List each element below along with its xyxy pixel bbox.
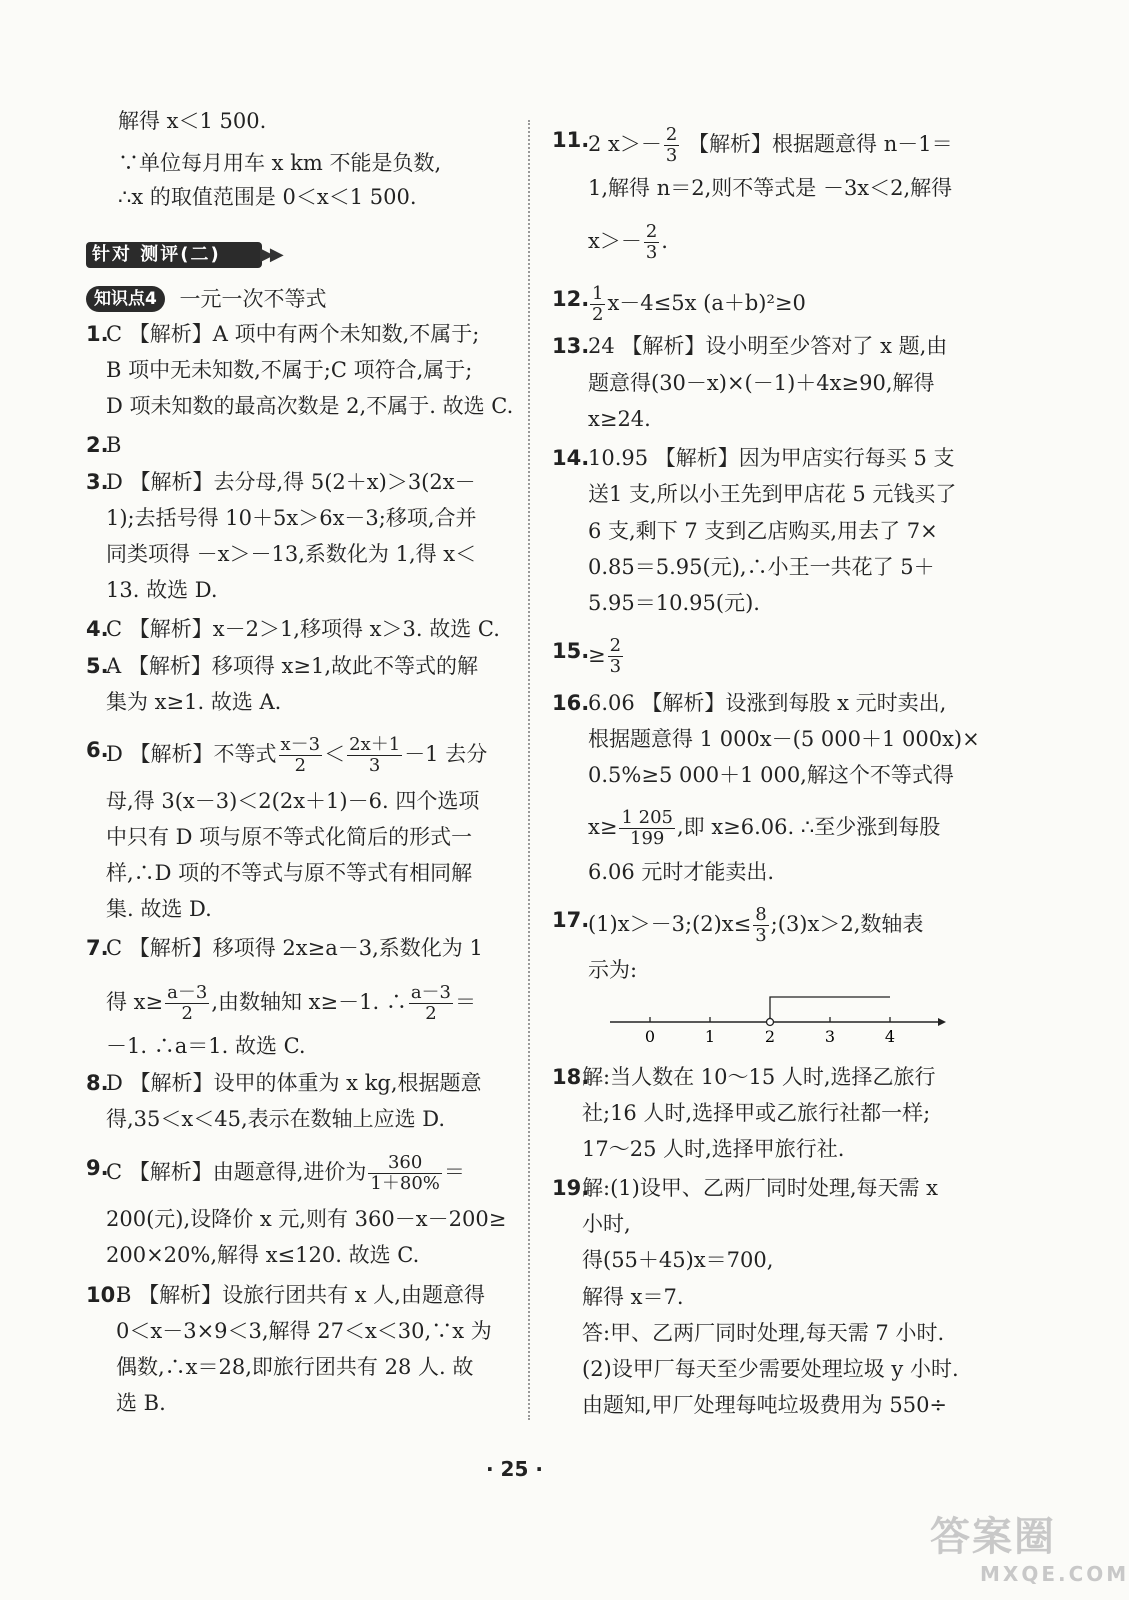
item-text: 题意得(30－x)×(－1)＋4x≥90,解得 bbox=[588, 371, 935, 395]
item-text: 母,得 3(x－3)＜2(2x＋1)－6. 四个选项 bbox=[106, 789, 480, 813]
text-line: ∴x 的取值范围是 0＜x＜1 500. bbox=[118, 185, 417, 209]
item-number: 16. bbox=[552, 691, 590, 715]
fraction bbox=[608, 636, 623, 677]
item-text-part: D 【解析】不等式 bbox=[106, 742, 277, 766]
item-number: 1. bbox=[86, 322, 109, 346]
denominator: 3 bbox=[755, 925, 767, 946]
numerator: a－3 bbox=[167, 982, 208, 1003]
denominator: 3 bbox=[368, 755, 381, 776]
item-text-part: x－4≤5x (a＋b)²≥0 bbox=[607, 291, 806, 315]
fraction bbox=[347, 735, 402, 776]
tick-label: 4 bbox=[884, 1027, 896, 1046]
item-text bbox=[588, 284, 806, 325]
item-text: 6 支,剩下 7 支到乙店购买,用去了 7× bbox=[588, 519, 938, 543]
item-text: C 【解析】移项得 2x≥a－3,系数化为 1 bbox=[106, 936, 483, 960]
section-banner bbox=[86, 242, 286, 272]
item-text-part: ;(3)x＞2,数轴表 bbox=[770, 912, 924, 936]
numerator: x－3 bbox=[280, 734, 321, 755]
item-text: D 【解析】去分母,得 5(2＋x)＞3(2x－ bbox=[106, 470, 476, 494]
item-number: 6. bbox=[86, 738, 109, 762]
item-text: 0＜x－3×9＜3,解得 27＜x＜30,∵x 为 bbox=[116, 1319, 492, 1343]
page-number: · 25 · bbox=[486, 1457, 543, 1481]
item-text bbox=[106, 983, 476, 1024]
numerator: a－3 bbox=[410, 982, 452, 1003]
column-divider bbox=[528, 120, 530, 1420]
item-text: 样,∴D 项的不等式与原不等式有相同解 bbox=[106, 861, 473, 885]
item-text: 偶数,∴x＝28,即旅行团共有 28 人. 故 bbox=[116, 1355, 474, 1379]
item-text: 0.85＝5.95(元),∴小王一共花了 5＋ bbox=[588, 555, 935, 579]
item-text-part: . bbox=[661, 229, 668, 253]
item-text: x≥24. bbox=[588, 407, 651, 431]
item-number: 4. bbox=[86, 617, 109, 641]
item-text bbox=[588, 636, 625, 677]
item-number: 14. bbox=[552, 446, 590, 470]
item-text: A 【解析】移项得 x≥1,故此不等式的解 bbox=[106, 654, 478, 678]
item-text: －1. ∴a＝1. 故选 C. bbox=[106, 1034, 306, 1058]
fraction bbox=[409, 983, 453, 1024]
knowledge-title: 一元一次不等式 bbox=[179, 287, 327, 311]
tick-label: 3 bbox=[824, 1027, 836, 1046]
item-text: 示为: bbox=[588, 958, 638, 982]
fraction bbox=[279, 735, 323, 776]
denominator: 2 bbox=[425, 1003, 437, 1024]
item-number: 15. bbox=[552, 639, 590, 663]
item-text: 200×20%,解得 x≤120. 故选 C. bbox=[106, 1243, 420, 1267]
item-number: 18. bbox=[552, 1065, 590, 1089]
item-number: 2. bbox=[86, 433, 109, 457]
denominator: 2 bbox=[294, 755, 307, 776]
item-text: 由题知,甲厂处理每吨垃圾费用为 550÷ bbox=[582, 1393, 948, 1417]
item-text: 根据题意得 1 000x－(5 000＋1 000x)× bbox=[588, 727, 980, 751]
solution-set-bracket bbox=[770, 997, 890, 1019]
item-text: 中只有 D 项与原不等式化简后的形式一 bbox=[106, 825, 473, 849]
item-text bbox=[106, 1153, 465, 1194]
tick-label: 1 bbox=[704, 1027, 716, 1046]
fraction bbox=[619, 808, 675, 849]
text-line: ∵单位每月用车 x km 不能是负数, bbox=[118, 151, 442, 175]
item-text: 集. 故选 D. bbox=[106, 897, 212, 921]
item-text bbox=[588, 808, 940, 849]
numerator: 8 bbox=[755, 904, 767, 925]
numerator: 1 bbox=[592, 283, 604, 304]
numerator: 2 bbox=[645, 221, 658, 242]
item-text bbox=[588, 905, 923, 946]
item-text-part: ＜ bbox=[324, 742, 346, 766]
item-text-part: ＝ bbox=[443, 1160, 465, 1184]
item-number: 3. bbox=[86, 470, 109, 494]
denominator: 2 bbox=[592, 304, 604, 325]
item-text: 0.5%≥5 000＋1 000,解这个不等式得 bbox=[588, 763, 954, 787]
item-text: 1,解得 n＝2,则不等式是 －3x＜2,解得 bbox=[588, 176, 953, 200]
numerator: 2 bbox=[609, 635, 622, 656]
banner-label: 针对 测评(二) bbox=[86, 242, 262, 268]
item-number: 17. bbox=[552, 908, 590, 932]
item-number: 13. bbox=[552, 334, 590, 358]
item-text: 6.06 【解析】设涨到每股 x 元时卖出, bbox=[588, 691, 947, 715]
item-text: 选 B. bbox=[116, 1391, 166, 1415]
denominator: 3 bbox=[665, 145, 678, 166]
numerator: 1 205 bbox=[621, 807, 673, 828]
item-text-part: ≥ bbox=[588, 643, 606, 667]
item-text-part: x＞－ bbox=[588, 229, 642, 253]
item-text: C 【解析】x－2＞1,移项得 x＞3. 故选 C. bbox=[106, 617, 500, 641]
item-number: 10. bbox=[86, 1283, 124, 1307]
item-text-part: (1)x＞－3;(2)x≤ bbox=[588, 912, 752, 936]
number-line bbox=[600, 985, 950, 1050]
fraction bbox=[165, 983, 209, 1024]
item-text-part: 得 x≥ bbox=[106, 990, 164, 1014]
item-text: D 项未知数的最高次数是 2,不属于. 故选 C. bbox=[106, 394, 514, 418]
item-text-part: C 【解析】由题意得,进价为 bbox=[106, 1160, 367, 1184]
item-text: B bbox=[106, 433, 122, 457]
item-text: 10.95 【解析】因为甲店实行每买 5 支 bbox=[588, 446, 955, 470]
denominator: 199 bbox=[630, 828, 665, 849]
tick-label: 0 bbox=[644, 1027, 656, 1046]
item-text-part: x≥ bbox=[588, 815, 618, 839]
item-text-part: ＝ bbox=[455, 990, 477, 1014]
item-text bbox=[106, 735, 487, 776]
item-text: 社;16 人时,选择甲或乙旅行社都一样; bbox=[582, 1101, 931, 1125]
knowledge-point-header bbox=[86, 283, 327, 313]
item-text: 同类项得 －x＞－13,系数化为 1,得 x＜ bbox=[106, 542, 477, 566]
item-text: 送1 支,所以小王先到甲店花 5 元钱买了 bbox=[588, 482, 957, 506]
knowledge-badge: 知识点4 bbox=[86, 286, 165, 312]
fraction bbox=[368, 1153, 441, 1194]
item-text: 1);去括号得 10＋5x＞6x－3;移项,合并 bbox=[106, 506, 477, 530]
item-text-part: 2 x＞－ bbox=[588, 132, 662, 156]
item-text: B 项中无未知数,不属于;C 项符合,属于; bbox=[106, 358, 473, 382]
item-text: 17～25 人时,选择甲旅行社. bbox=[582, 1137, 845, 1161]
denominator: 1＋80% bbox=[370, 1173, 440, 1194]
arrow-right-icon bbox=[938, 1018, 946, 1026]
item-text: 解得 x＝7. bbox=[582, 1285, 684, 1309]
item-text: 24 【解析】设小明至少答对了 x 题,由 bbox=[588, 334, 948, 358]
item-text: (2)设甲厂每天至少需要处理垃圾 y 小时. bbox=[582, 1357, 959, 1381]
item-text: B 【解析】设旅行团共有 x 人,由题意得 bbox=[116, 1283, 485, 1307]
item-text-part: ,由数轴知 x≥－1. ∴ bbox=[211, 990, 407, 1014]
item-number: 19. bbox=[552, 1176, 590, 1200]
item-number: 8. bbox=[86, 1071, 109, 1095]
item-text-part: ,即 x≥6.06. ∴至少涨到每股 bbox=[676, 815, 941, 839]
denominator: 2 bbox=[181, 1003, 193, 1024]
open-point bbox=[767, 1019, 774, 1026]
fraction bbox=[664, 125, 679, 166]
item-number: 7. bbox=[86, 936, 109, 960]
numerator: 2 bbox=[665, 124, 678, 145]
item-text: D 【解析】设甲的体重为 x kg,根据题意 bbox=[106, 1071, 482, 1095]
fraction bbox=[644, 222, 659, 263]
item-text bbox=[588, 222, 668, 263]
item-text: 小时, bbox=[582, 1212, 631, 1236]
item-text: 解:当人数在 10～15 人时,选择乙旅行 bbox=[582, 1065, 936, 1089]
item-text: 答:甲、乙两厂同时处理,每天需 7 小时. bbox=[582, 1321, 945, 1345]
numerator: 2x＋1 bbox=[349, 734, 401, 755]
item-text: 得,35＜x＜45,表示在数轴上应选 D. bbox=[106, 1107, 446, 1131]
item-text: 13. 故选 D. bbox=[106, 578, 218, 602]
item-number: 11. bbox=[552, 128, 590, 152]
item-text: 200(元),设降价 x 元,则有 360－x－200≥ bbox=[106, 1207, 507, 1231]
item-number: 12. bbox=[552, 287, 590, 311]
item-text: 得(55＋45)x＝700, bbox=[582, 1248, 774, 1272]
item-text: 集为 x≥1. 故选 A. bbox=[106, 690, 282, 714]
watermark bbox=[930, 1505, 1129, 1586]
tick-label: 2 bbox=[764, 1027, 776, 1046]
chevron-right-icon: ▶▶ bbox=[260, 244, 280, 265]
item-text: 6.06 元时才能卖出. bbox=[588, 860, 775, 884]
item-text bbox=[588, 125, 953, 166]
item-text: C 【解析】A 项中有两个未知数,不属于; bbox=[106, 322, 480, 346]
item-text-part: 【解析】根据题意得 n－1＝ bbox=[681, 132, 953, 156]
watermark-text: 答案圈 bbox=[930, 1514, 1056, 1560]
text-line: 解得 x＜1 500. bbox=[118, 109, 267, 133]
item-text: 5.95＝10.95(元). bbox=[588, 591, 760, 615]
item-text-part: －1 去分 bbox=[404, 742, 488, 766]
fraction bbox=[590, 284, 605, 325]
fraction bbox=[753, 905, 768, 946]
item-number: 5. bbox=[86, 654, 109, 678]
item-text: 解:(1)设甲、乙两厂同时处理,每天需 x bbox=[582, 1176, 939, 1200]
denominator: 3 bbox=[609, 656, 622, 677]
watermark-url: MXQE.COM bbox=[980, 1562, 1129, 1586]
item-number: 9. bbox=[86, 1156, 109, 1180]
denominator: 3 bbox=[645, 242, 658, 263]
numerator: 360 bbox=[368, 1153, 441, 1174]
